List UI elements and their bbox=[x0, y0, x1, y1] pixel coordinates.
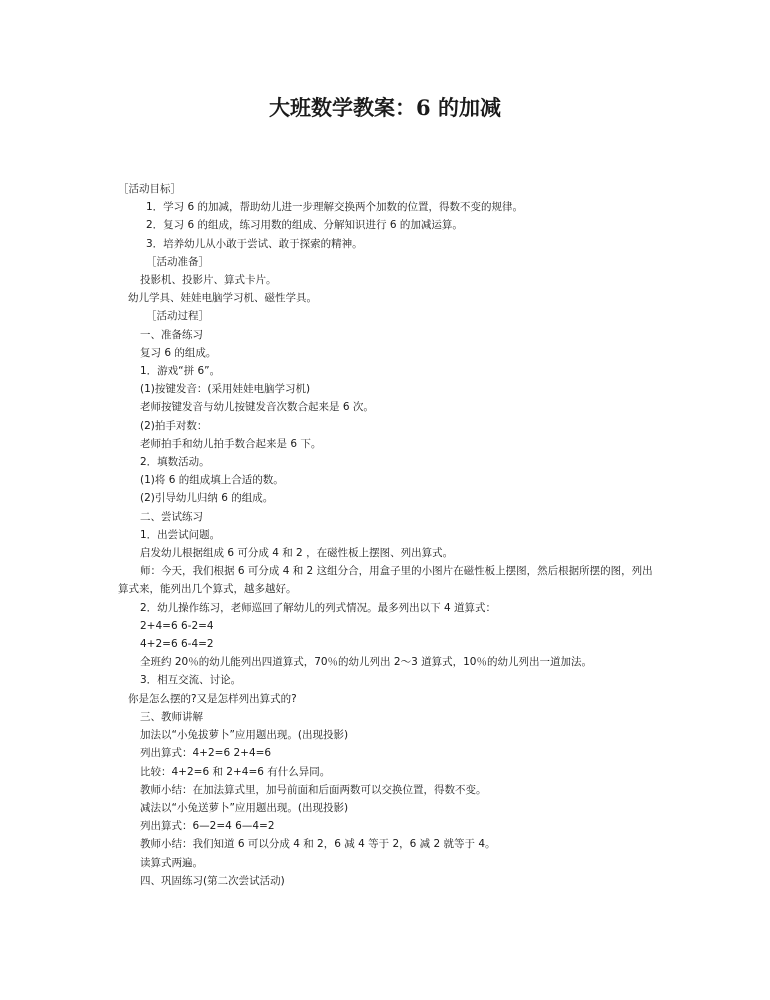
text-line: 你是怎么摆的?又是怎样列出算式的? bbox=[128, 692, 297, 705]
text-line: 师：今天，我们根据 6 可分成 4 和 2 这组分合，用盒子里的小图片在磁性板上摆图，然后根据所摆的图，列出算式来，能列出几个算式，越多越好。 bbox=[118, 565, 653, 596]
text-line: 3．相互交流、讨论。 bbox=[140, 674, 242, 687]
document-title: 大班数学教案：6 的加减 bbox=[269, 95, 501, 120]
text-line: 读算式两遍。 bbox=[140, 856, 203, 869]
text-line: 1．学习 6 的加减，帮助幼儿进一步理解交换两个加数的位置，得数不变的规律。 bbox=[146, 201, 524, 214]
text-line: 2．复习 6 的组成，练习用数的组成、分解知识进行 6 的加减运算。 bbox=[146, 219, 463, 232]
text-line: 教师小结：在加法算式里，加号前面和后面两数可以交换位置，得数不变。 bbox=[140, 783, 487, 796]
text-line: 比较：4+2=6 和 2+4=6 有什么异同。 bbox=[140, 765, 331, 778]
text-line: 复习 6 的组成。 bbox=[140, 346, 217, 359]
text-line: 老师拍手和幼儿拍手数合起来是 6 下。 bbox=[140, 437, 322, 450]
text-line: 老师按键发音与幼儿按键发音次数合起来是 6 次。 bbox=[140, 401, 374, 414]
text-line: ［活动目标］ bbox=[118, 183, 181, 195]
text-line: 2．幼儿操作练习，老师巡回了解幼儿的列式情况。最多列出以下 4 道算式： bbox=[140, 601, 497, 614]
text-line: ［活动过程］ bbox=[146, 310, 209, 323]
text-line: 全班约 20％的幼儿能列出四道算式，70％的幼儿列出 2～3 道算式，10％的幼儿列出一道加法。 bbox=[140, 656, 592, 669]
text-line: 2+4=6 6-2=4 bbox=[140, 619, 214, 632]
text-line: 3．培养幼儿从小敢于尝试、敢于探索的精神。 bbox=[146, 237, 363, 250]
text-line: 启发幼儿根据组成 6 可分成 4 和 2 ，在磁性板上摆图、列出算式。 bbox=[140, 547, 454, 560]
text-line: 列出算式：4+2=6 2+4=6 bbox=[140, 747, 272, 760]
text-line: (2)引导幼儿归纳 6 的组成。 bbox=[140, 492, 274, 505]
document-body bbox=[118, 180, 658, 890]
text-line: 4+2=6 6-4=2 bbox=[140, 638, 214, 651]
text-line: (1)按键发音：(采用娃娃电脑学习机) bbox=[140, 383, 311, 396]
text-line: 幼儿学具、娃娃电脑学习机、磁性学具。 bbox=[128, 292, 317, 305]
text-line: 三、教师讲解 bbox=[140, 710, 203, 723]
text-line: (2)拍手对数： bbox=[140, 419, 208, 432]
text-line: 一、准备练习 bbox=[140, 328, 203, 341]
text-line: ［活动准备］ bbox=[146, 255, 209, 268]
text-line: 教师小结：我们知道 6 可以分成 4 和 2，6 减 4 等于 2，6 减 2 就等于 4。 bbox=[140, 838, 496, 851]
text-line: 加法以“小兔拔萝卜”应用题出现。(出现投影) bbox=[140, 729, 349, 742]
text-line: 四、巩固练习(第二次尝试活动) bbox=[140, 874, 285, 887]
text-line: 1．出尝试问题。 bbox=[140, 528, 221, 541]
text-line: 列出算式：6—2=4 6—4=2 bbox=[140, 820, 275, 833]
text-line: 2．填数活动。 bbox=[140, 456, 210, 469]
text-line: 减法以“小兔送萝卜”应用题出现。(出现投影) bbox=[140, 801, 349, 814]
text-line: (1)将 6 的组成填上合适的数。 bbox=[140, 474, 284, 487]
text-line: 二、尝试练习 bbox=[140, 510, 203, 523]
text-line: 投影机、投影片、算式卡片。 bbox=[140, 274, 277, 287]
text-line: 1．游戏“拼 6”。 bbox=[140, 365, 221, 378]
